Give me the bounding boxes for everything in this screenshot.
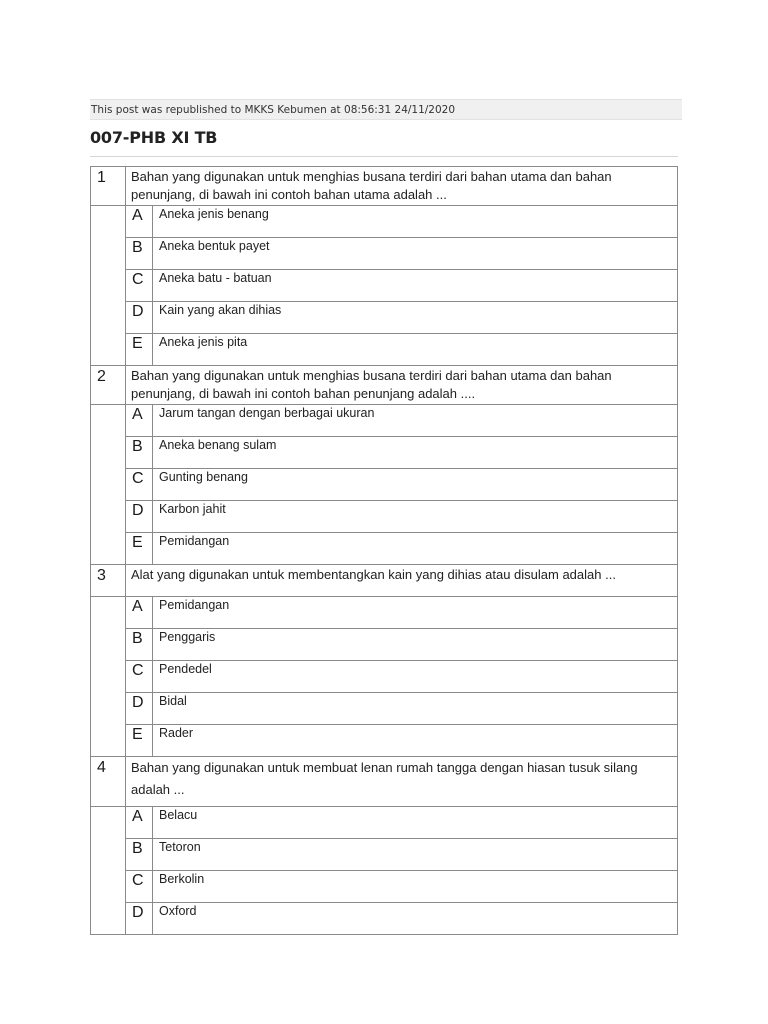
option-text: Bidal	[153, 693, 678, 725]
option-row	[91, 238, 678, 270]
question-spacer	[91, 597, 126, 757]
option-letter: E	[126, 533, 153, 565]
question-row	[91, 167, 678, 206]
quiz-table	[90, 166, 678, 935]
option-row	[91, 469, 678, 501]
question-text: Bahan yang digunakan untuk menghias busana terdiri dari bahan utama dan bahan penunjang, di bawah ini contoh bahan utama adalah ...	[126, 167, 678, 206]
option-text: Aneka jenis pita	[153, 334, 678, 366]
option-row	[91, 302, 678, 334]
question-spacer	[91, 206, 126, 366]
option-letter: D	[126, 302, 153, 334]
option-row	[91, 533, 678, 565]
option-letter: B	[126, 437, 153, 469]
question-number: 3	[91, 565, 126, 597]
option-text: Oxford	[153, 903, 678, 935]
option-text: Berkolin	[153, 871, 678, 903]
option-letter: C	[126, 270, 153, 302]
option-letter: D	[126, 501, 153, 533]
question-spacer	[91, 405, 126, 565]
option-letter: C	[126, 871, 153, 903]
option-row	[91, 693, 678, 725]
question-number: 4	[91, 757, 126, 807]
option-letter: E	[126, 725, 153, 757]
question-text: Bahan yang digunakan untuk menghias busana terdiri dari bahan utama dan bahan penunjang, di bawah ini contoh bahan penunjang adalah ....	[126, 366, 678, 405]
option-text: Pendedel	[153, 661, 678, 693]
question-spacer	[91, 807, 126, 935]
option-text: Aneka jenis benang	[153, 206, 678, 238]
option-row	[91, 501, 678, 533]
option-row	[91, 807, 678, 839]
option-text: Karbon jahit	[153, 501, 678, 533]
option-text: Jarum tangan dengan berbagai ukuran	[153, 405, 678, 437]
option-text: Aneka bentuk payet	[153, 238, 678, 270]
option-text: Aneka benang sulam	[153, 437, 678, 469]
question-text: Bahan yang digunakan untuk membuat lenan rumah tangga dengan hiasan tusuk silang adalah ...	[126, 757, 678, 807]
option-letter: B	[126, 839, 153, 871]
option-letter: C	[126, 469, 153, 501]
question-number: 1	[91, 167, 126, 206]
option-row	[91, 206, 678, 238]
republish-notice: This post was republished to MKKS Kebumen at 08:56:31 24/11/2020	[90, 99, 682, 120]
title-divider	[90, 156, 678, 157]
option-row	[91, 871, 678, 903]
option-letter: D	[126, 903, 153, 935]
question-row	[91, 565, 678, 597]
option-letter: E	[126, 334, 153, 366]
option-text: Tetoron	[153, 839, 678, 871]
option-letter: D	[126, 693, 153, 725]
option-row	[91, 437, 678, 469]
option-text: Pemidangan	[153, 533, 678, 565]
option-letter: B	[126, 629, 153, 661]
option-letter: C	[126, 661, 153, 693]
option-row	[91, 629, 678, 661]
option-text: Belacu	[153, 807, 678, 839]
option-row	[91, 270, 678, 302]
option-text: Penggaris	[153, 629, 678, 661]
option-letter: A	[126, 597, 153, 629]
question-row	[91, 757, 678, 807]
question-row	[91, 366, 678, 405]
option-row	[91, 405, 678, 437]
option-text: Gunting benang	[153, 469, 678, 501]
option-row	[91, 903, 678, 935]
option-text: Kain yang akan dihias	[153, 302, 678, 334]
option-letter: B	[126, 238, 153, 270]
option-row	[91, 661, 678, 693]
option-letter: A	[126, 807, 153, 839]
question-text: Alat yang digunakan untuk membentangkan kain yang dihias atau disulam adalah ...	[126, 565, 678, 597]
option-row	[91, 725, 678, 757]
option-text: Pemidangan	[153, 597, 678, 629]
question-number: 2	[91, 366, 126, 405]
option-row	[91, 334, 678, 366]
option-text: Rader	[153, 725, 678, 757]
page-title: 007-PHB XI TB	[90, 128, 218, 147]
option-letter: A	[126, 405, 153, 437]
option-letter: A	[126, 206, 153, 238]
option-text: Aneka batu - batuan	[153, 270, 678, 302]
option-row	[91, 597, 678, 629]
option-row	[91, 839, 678, 871]
